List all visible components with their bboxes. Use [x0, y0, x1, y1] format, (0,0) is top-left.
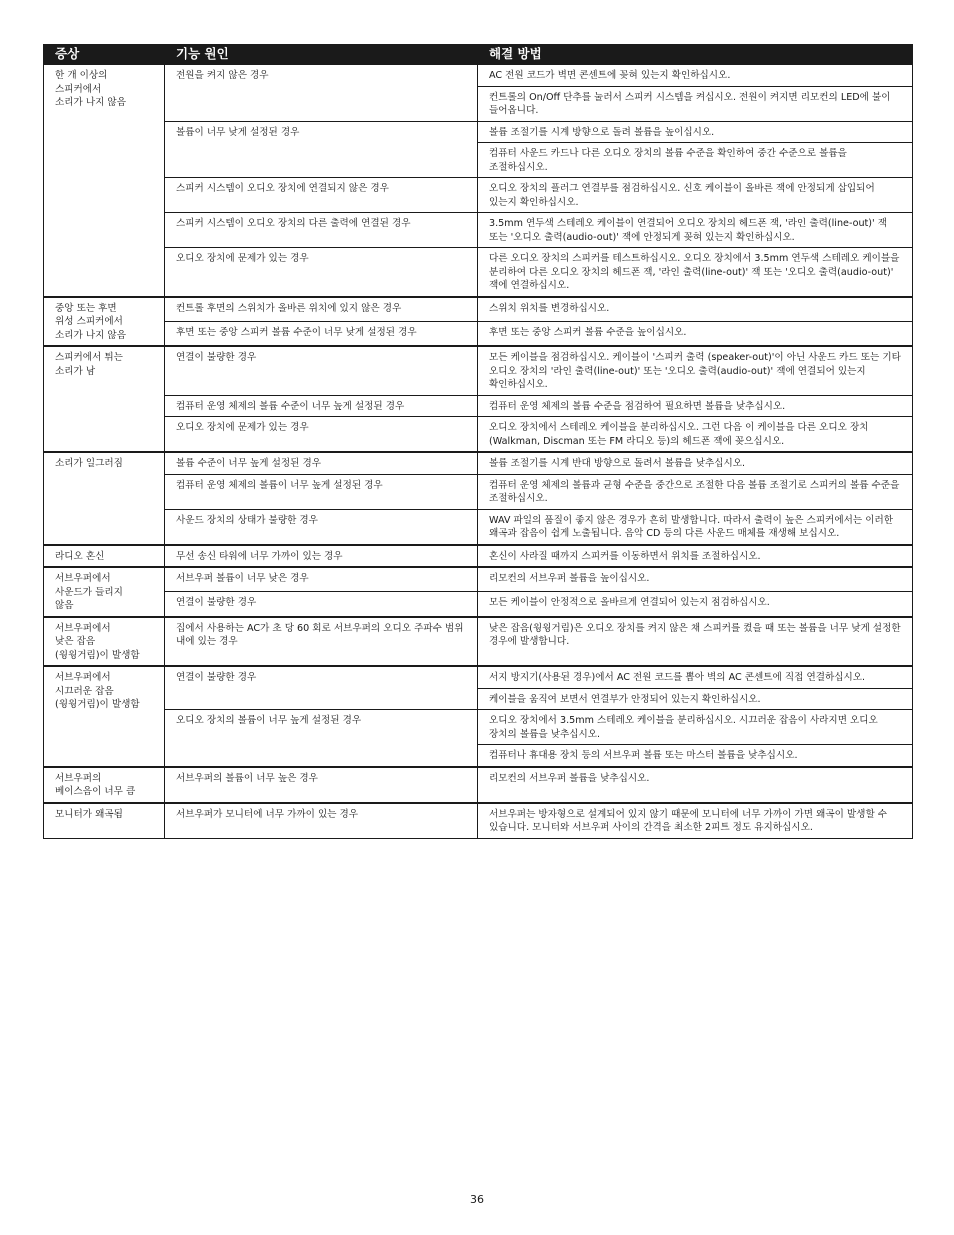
symptom-line: 서브우퍼의 [55, 772, 102, 784]
symptom-line: 라디오 혼신 [55, 550, 105, 562]
solution-cell: 서브우퍼는 방자형으로 설계되어 있지 않기 때문에 모니터에 너무 가까이 가면 왜곡이 발생할 수 있습니다. 모니터와 서브우퍼 사이의 간격을 최소한 2피트 정도 유지하십시오. [478, 803, 913, 839]
cause-cell: 집에서 사용하는 AC가 초 당 60 회로 서브우퍼의 오디오 주파수 범위 내에 있는 경우 [165, 617, 478, 667]
symptom-line: 서브우퍼에서 [55, 573, 111, 584]
table-row [44, 509, 913, 545]
header-symptom: 증상 [44, 44, 165, 64]
table-row [44, 121, 913, 143]
cause-cell: 컨트롤 후면의 스위치가 올바른 위치에 있지 않은 경우 [165, 297, 478, 322]
solution-cell: 오디오 장치의 플러그 연결부를 점검하십시오. 신호 케이블이 올바른 잭에 안정되게 삽입되어 있는지 확인하십시오. [478, 178, 913, 213]
cause-cell: 서브우퍼가 모니터에 너무 가까이 있는 경우 [165, 803, 478, 839]
table-row [44, 452, 913, 474]
symptom-line: 중앙 또는 후면 [55, 302, 117, 314]
cause-cell: 무선 송신 타워에 너무 가까이 있는 경우 [165, 545, 478, 568]
symptom-line: 않음 [55, 600, 74, 611]
table-row [44, 346, 913, 395]
symptom-cell [44, 767, 165, 803]
cause-cell: 후면 또는 중앙 스피커 볼륨 수준이 너무 낮게 설정된 경우 [165, 321, 478, 346]
cause-cell: 오디오 장치에 문제가 있는 경우 [165, 248, 478, 297]
solution-cell: 모든 케이블을 점검하십시오. 케이블이 '스피커 출력 (speaker-out)'이 아닌 사운드 카드 또는 기타 오디오 장치의 '라인 출력(line-out)' 또는 '오디오 출력(audio-out)' 잭에 연결되어 있는지 확인하십시오. [478, 346, 913, 395]
solution-cell: 스위치 위치를 변경하십시오. [478, 297, 913, 322]
symptom-line: 서브우퍼에서 [55, 622, 111, 634]
table-header-row [44, 44, 913, 64]
page-number: 36 [470, 1193, 484, 1206]
cause-cell: 볼륨이 너무 낮게 설정된 경우 [165, 121, 478, 178]
symptom-line: (윙윙거림)이 발생함 [55, 649, 140, 661]
symptom-line: 스피커에서 [55, 83, 102, 95]
solution-cell: 3.5mm 연두색 스테레오 케이블이 연결되어 오디오 장치의 헤드폰 잭, '라인 출력(line-out)' 잭 또는 '오디오 출력(audio-out)' 잭에 안정되게 꽂혀 있는지 확인하십시오. [478, 213, 913, 248]
symptom-line: 소리가 나지 않음 [55, 329, 126, 341]
solution-cell: 볼륨 조절기를 시계 방향으로 돌려 볼륨을 높이십시오. [478, 121, 913, 143]
cause-cell: 오디오 장치의 볼륨이 너무 높게 설정된 경우 [165, 710, 478, 767]
cause-cell: 스피커 시스템이 오디오 장치의 다른 출력에 연결된 경우 [165, 213, 478, 248]
symptom-line: 소리가 남 [55, 365, 96, 377]
solution-cell: 오디오 장치에서 3.5mm 스테레오 케이블을 분리하십시오. 시끄러운 잡음이 사라지면 오디오 장치의 볼륨을 낮추십시오. [478, 710, 913, 745]
solution-cell: 컴퓨터 운영 체제의 볼륨 수준을 점검하여 필요하면 볼륨을 낮추십시오. [478, 395, 913, 417]
symptom-cell [44, 617, 165, 667]
solution-cell: 컴퓨터나 휴대용 장치 등의 서브우퍼 볼륨 또는 마스터 볼륨을 낮추십시오. [478, 745, 913, 767]
symptom-line: 소리가 나지 않음 [55, 97, 126, 108]
table-row [44, 803, 913, 839]
table-row [44, 417, 913, 453]
solution-cell: 혼신이 사라질 때까지 스피커를 이동하면서 위치를 조절하십시오. [478, 545, 913, 568]
symptom-cell [44, 666, 165, 767]
table-row [44, 617, 913, 667]
solution-cell: 다른 오디오 장치의 스피커를 테스트하십시오. 오디오 장치에서 3.5mm 연두색 스테레오 케이블을 분리하여 다른 오디오 장치의 헤드폰 잭, '라인 출력(line-out)' 잭 또는 '오디오 출력(audio-out)' 잭에 연결하십시오. [478, 248, 913, 297]
symptom-line: 베이스음이 너무 큼 [55, 786, 136, 797]
symptom-line: 사운드가 들리지 [55, 586, 123, 598]
symptom-line: 위성 스피커에서 [55, 316, 123, 327]
symptom-line: 시끄러운 잡음 [55, 685, 114, 697]
cause-cell: 서브우퍼의 볼륨이 너무 높은 경우 [165, 767, 478, 803]
cause-cell: 연결이 불량한 경우 [165, 592, 478, 617]
troubleshooting-table [43, 44, 913, 839]
symptom-line: 모니터가 왜곡됨 [55, 808, 123, 820]
symptom-line: (윙윙거림)이 발생함 [55, 699, 140, 710]
cause-cell: 사운드 장치의 상태가 불량한 경우 [165, 509, 478, 545]
solution-cell: 컴퓨터 운영 체제의 볼륨과 균형 수준을 중간으로 조절한 다음 볼륨 조절기로 스피커의 볼륨 수준을 조절하십시오. [478, 474, 913, 509]
symptom-cell [44, 64, 165, 297]
symptom-line: 한 개 이상의 [55, 70, 108, 81]
table-row [44, 248, 913, 297]
symptom-line: 서브우퍼에서 [55, 672, 111, 683]
solution-cell: 리모컨의 서브우퍼 볼륨을 낮추십시오. [478, 767, 913, 803]
solution-cell: 볼륨 조절기를 시계 반대 방향으로 돌려서 볼륨을 낮추십시오. [478, 452, 913, 474]
symptom-cell [44, 346, 165, 452]
cause-cell: 컴퓨터 운영 체제의 볼륨 수준이 너무 높게 설정된 경우 [165, 395, 478, 417]
cause-cell: 연결이 불량한 경우 [165, 666, 478, 710]
solution-cell: 컨트롤의 On/Off 단추를 눌러서 스피커 시스템을 켜십시오. 전원이 켜지면 리모컨의 LED에 불이 들어옵니다. [478, 86, 913, 121]
solution-cell: 후면 또는 중앙 스피커 볼륨 수준을 높이십시오. [478, 321, 913, 346]
table-row [44, 474, 913, 509]
cause-cell: 스피커 시스템이 오디오 장치에 연결되지 않은 경우 [165, 178, 478, 213]
solution-cell: WAV 파일의 품질이 좋지 않은 경우가 흔히 발생합니다. 따라서 출력이 높은 스피커에서는 이러한 왜곡과 잡음이 쉽게 노출됩니다. 음악 CD 등의 다른 사운드 매체를 재생해 보십시오. [478, 509, 913, 545]
symptom-cell [44, 567, 165, 617]
solution-cell: 리모컨의 서브우퍼 볼륨을 높이십시오. [478, 567, 913, 592]
table-row [44, 545, 913, 568]
table-row [44, 592, 913, 617]
solution-cell: 낮은 잡음(윙윙거림)은 오디오 장치를 켜지 않은 채 스피커를 켰을 때 또는 볼륨을 너무 낮게 설정한 경우에 발생합니다. [478, 617, 913, 667]
solution-cell: AC 전원 코드가 벽면 콘센트에 꽂혀 있는지 확인하십시오. [478, 64, 913, 86]
table-row [44, 710, 913, 745]
symptom-line: 낮은 잡음 [55, 636, 96, 647]
table-row [44, 321, 913, 346]
header-cause: 기능 원인 [165, 44, 478, 64]
table-body [44, 64, 913, 838]
table-row [44, 213, 913, 248]
cause-cell: 컴퓨터 운영 체제의 볼륨이 너무 높게 설정된 경우 [165, 474, 478, 509]
symptom-line: 소리가 일그러짐 [55, 458, 123, 469]
header-solution: 해결 방법 [478, 44, 913, 64]
solution-cell: 오디오 장치에서 스테레오 케이블을 분리하십시오. 그런 다음 이 케이블을 다른 오디오 장치(Walkman, Discman 또는 FM 라디오 등)의 헤드폰 잭에 꽂으십시오. [478, 417, 913, 453]
table-row [44, 666, 913, 688]
table-row [44, 64, 913, 86]
table-row [44, 395, 913, 417]
table-row [44, 567, 913, 592]
symptom-cell [44, 452, 165, 545]
cause-cell: 오디오 장치에 문제가 있는 경우 [165, 417, 478, 453]
solution-cell: 모든 케이블이 안정적으로 올바르게 연결되어 있는지 점검하십시오. [478, 592, 913, 617]
cause-cell: 서브우퍼 볼륨이 너무 낮은 경우 [165, 567, 478, 592]
symptom-cell [44, 545, 165, 568]
solution-cell: 서지 방지기(사용된 경우)에서 AC 전원 코드를 뽑아 벽의 AC 콘센트에 직접 연결하십시오. [478, 666, 913, 688]
solution-cell: 컴퓨터 사운드 카드나 다른 오디오 장치의 볼륨 수준을 확인하여 중간 수준으로 볼륨을 조절하십시오. [478, 143, 913, 178]
solution-cell: 케이블을 움직여 보면서 연결부가 안정되어 있는지 확인하십시오. [478, 688, 913, 710]
symptom-line: 스피커에서 튀는 [55, 352, 123, 363]
cause-cell: 볼륨 수준이 너무 높게 설정된 경우 [165, 452, 478, 474]
table-row [44, 767, 913, 803]
symptom-cell [44, 297, 165, 347]
cause-cell: 전원을 켜지 않은 경우 [165, 64, 478, 121]
cause-cell: 연결이 불량한 경우 [165, 346, 478, 395]
table-row [44, 178, 913, 213]
symptom-cell [44, 803, 165, 839]
table-row [44, 297, 913, 322]
